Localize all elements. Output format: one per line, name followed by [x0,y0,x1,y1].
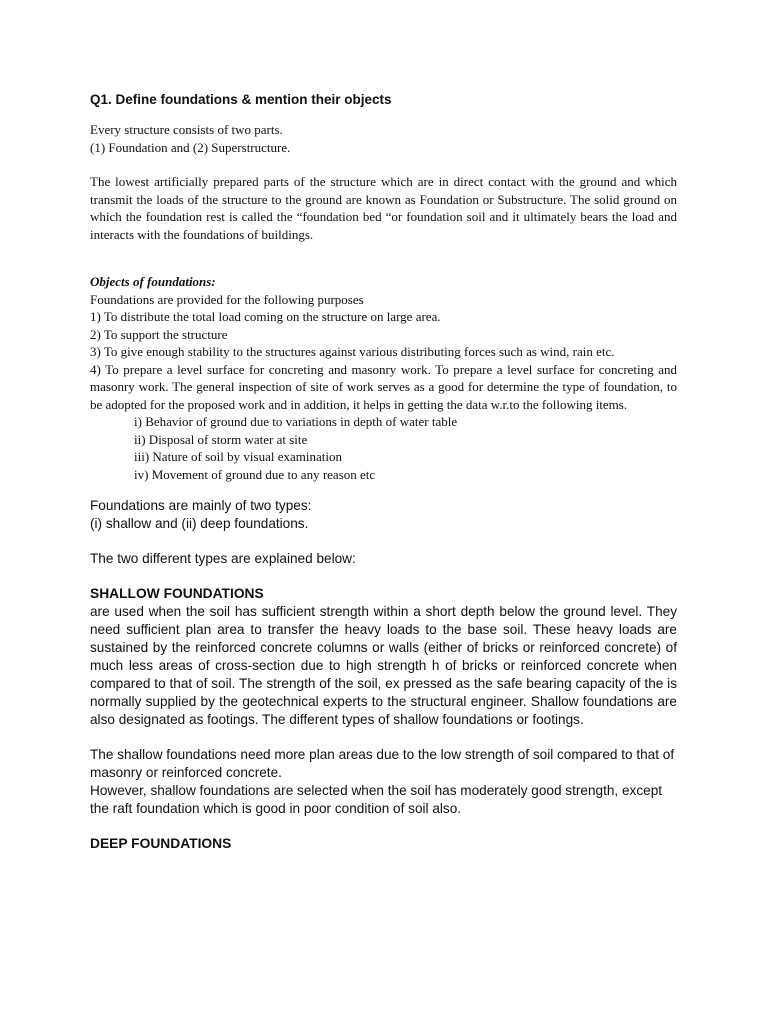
objects-section [90,273,677,483]
objects-item-1: 1) To distribute the total load coming on the structure on large area. [90,309,441,324]
intro-block [90,121,677,156]
deep-section [90,835,677,853]
objects-lead: Foundations are provided for the following purposes [90,291,364,307]
subitem-1: i) Behavior of ground due to variations in depth of water table [134,414,458,429]
objects-item-3: 3) To give enough stability to the structures against various distributing forces such as wind, rain etc. [90,344,615,359]
shallow-para2-line2: However, shallow foundations are selected when the soil has moderately good strength, except the raft foundation which is good in poor condition of soil also. [90,783,663,816]
subitem-3: iii) Nature of soil by visual examination [134,449,342,464]
types-explained: The two different types are explained below: [90,551,356,566]
types-block [90,497,677,568]
objects-heading: Objects of foundations: [90,274,216,289]
shallow-body: are used when the soil has sufficient strength within a short depth below the ground level. They need sufficient plan area to transfer the heavy loads to the base soil. These heavy loads are sustained by the reinforced concrete columns or walls (either of bricks or reinforced concrete) of much less areas of cross-section due to high strength h of bricks or reinforced concrete when compared to that of soil. The strength of the soil, ex pressed as the safe bearing capacity of the is normally supplied by the geotechnical experts to the structural engineer. Shallow foundations are also designated as footings. The different types of shallow foundations or footings. [90,604,677,727]
shallow-heading: SHALLOW FOUNDATIONS [90,586,264,601]
shallow-para2-line1: The shallow foundations need more plan areas due to the low strength of soil compared to that of masonry or reinforced concrete. [90,747,675,780]
types-line-1: Foundations are mainly of two types: [90,498,312,513]
subitem-2: ii) Disposal of storm water at site [134,431,308,447]
objects-item-4: 4) To prepare a level surface for concreting and masonry work. To prepare a level surface for concreting and masonry work. The general inspection of site of work serves as a good for determine the type of foundation, to be adopted for the proposed work and in addition, it helps in getting the data w.r.to the following items. [90,361,677,412]
objects-item-2: 2) To support the structure [90,326,228,342]
document-page [90,92,677,853]
intro-line-1: Every structure consists of two parts. [90,122,283,137]
shallow-section [90,585,677,818]
intro-line-2: (1) Foundation and (2) Superstructure. [90,139,291,155]
objects-subitems [90,413,677,483]
definition-paragraph: The lowest artificially prepared parts of the structure which are in direct contact with the ground and which transmit the loads of the structure to the ground are known as Foundation or Substructure. The solid ground on which the foundation rest is called the “foundation bed “or foundation soil and it ultimately bears the load and interacts with the foundations of buildings. [90,174,677,242]
question-title: Q1. Define foundations & mention their objects [90,92,392,107]
subitem-4: iv) Movement of ground due to any reason etc [134,466,376,482]
types-line-2: (i) shallow and (ii) deep foundations. [90,516,309,531]
deep-heading: DEEP FOUNDATIONS [90,836,232,851]
